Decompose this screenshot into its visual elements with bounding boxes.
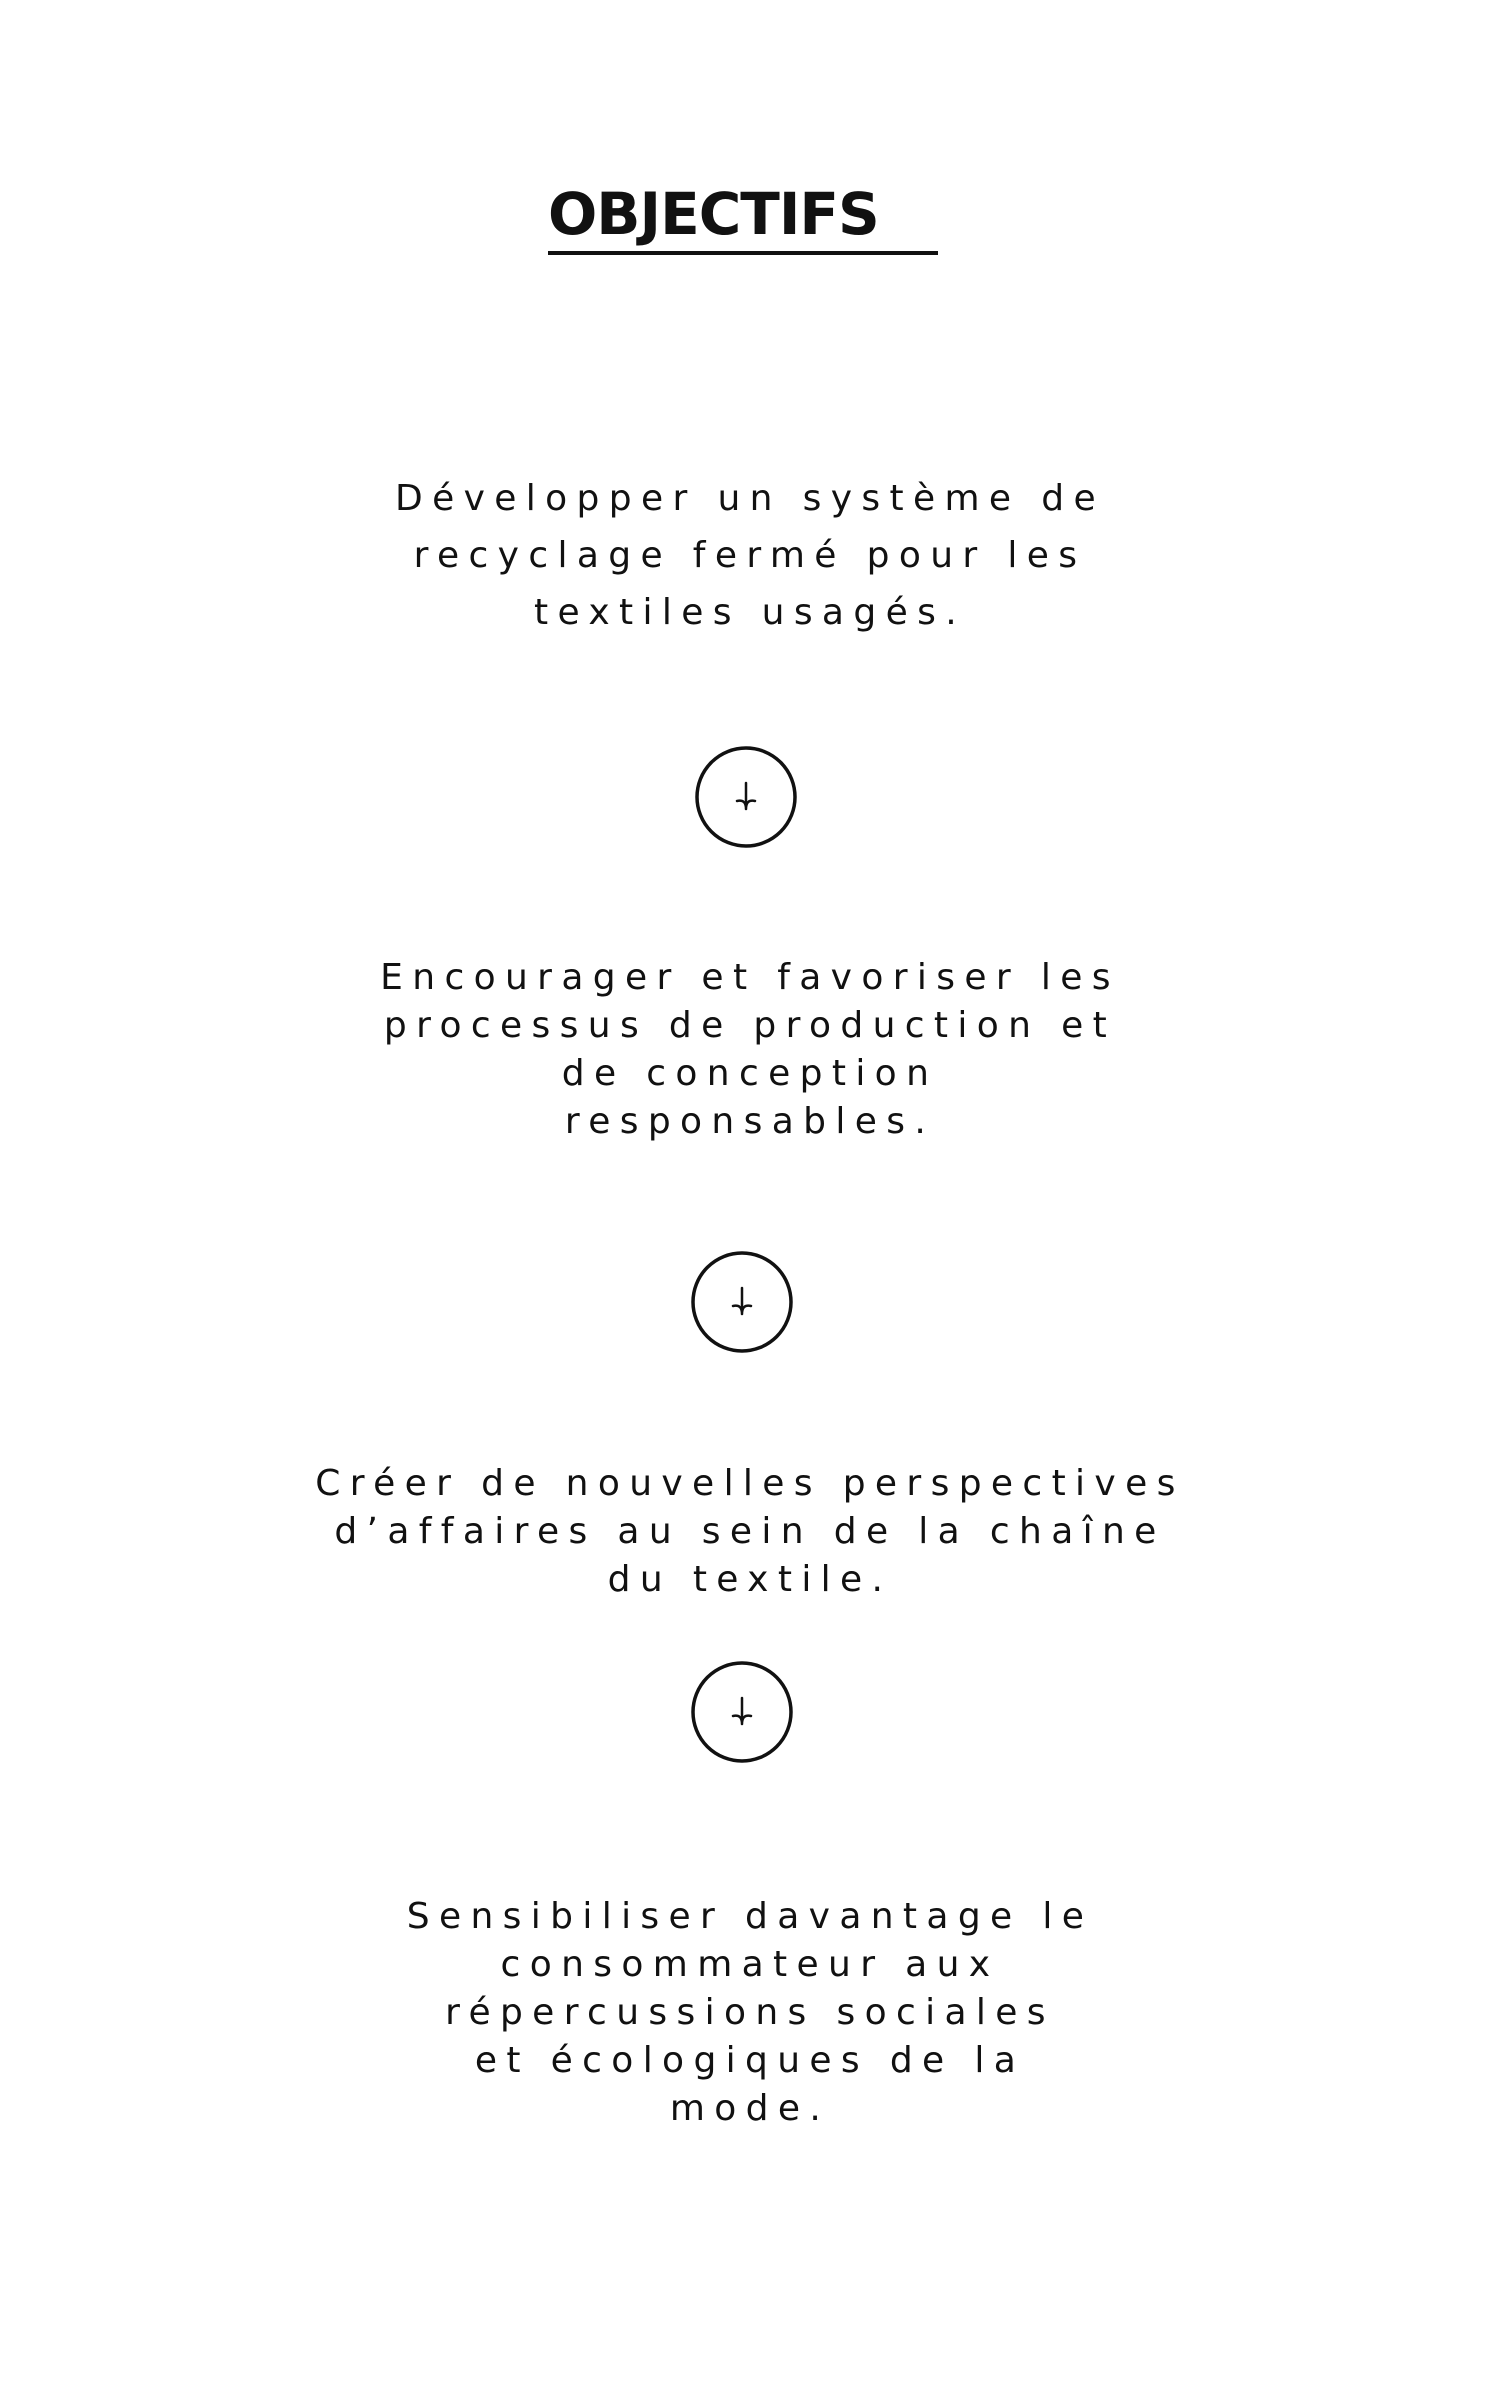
objective-1-text: Développer un système de recyclage fermé pour les textiles usagés. [395,478,1105,633]
arrow-down-circle-icon [694,745,798,849]
page-title: OBJECTIFS [548,178,938,254]
arrow-down-circle-icon [690,1660,794,1764]
objective-3-text: Créer de nouvelles perspectives d’affaires au sein de la chaîne du textile. [315,1463,1185,1600]
arrow-down-circle-icon [690,1250,794,1354]
objective-2-text: Encourager et favoriser les processus de production et de conception responsables. [380,957,1120,1142]
objective-4-text: Sensibiliser davantage le consommateur aux répercussions sociales et écologiques de la mode. [406,1896,1094,2129]
